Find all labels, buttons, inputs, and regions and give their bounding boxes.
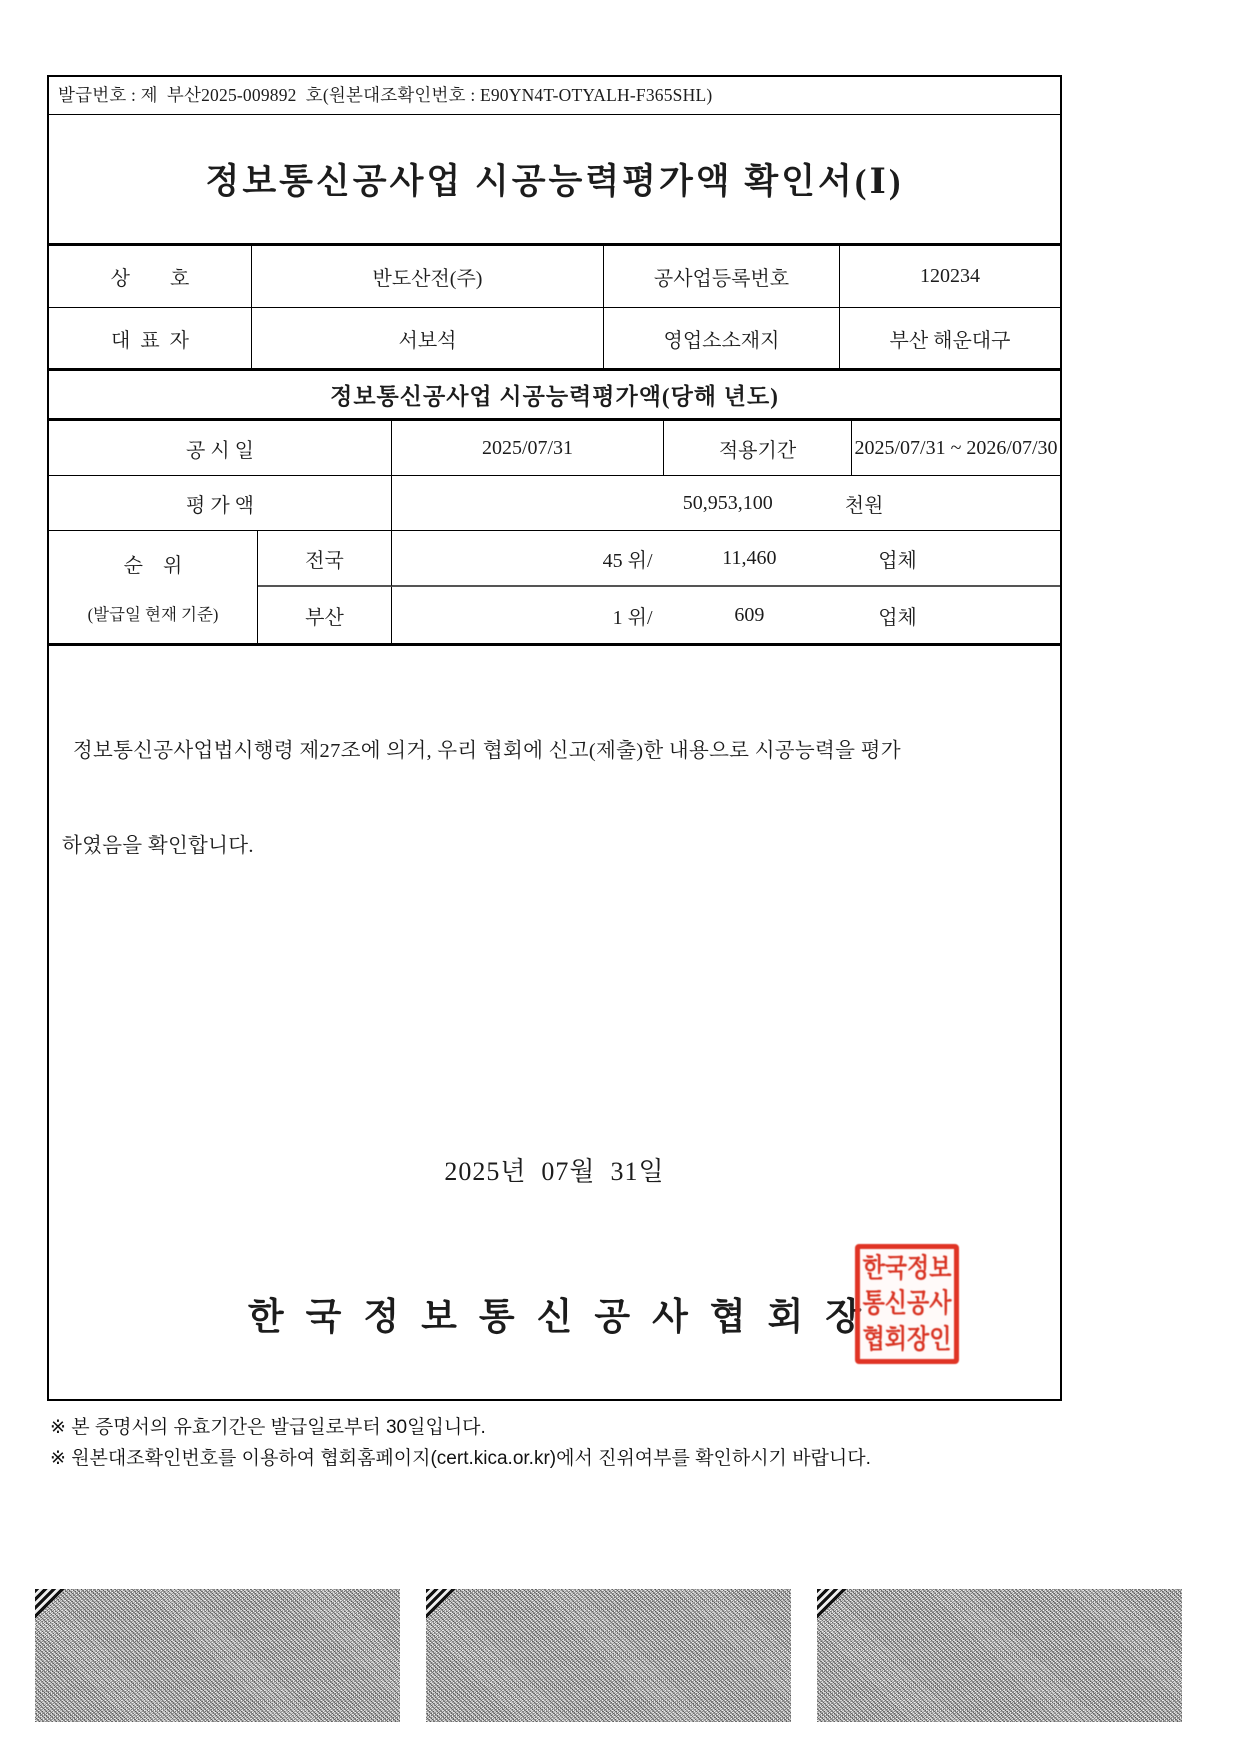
footer-notes <box>50 1412 1090 1475</box>
rank-label-cell <box>49 531 258 643</box>
corner-stripe-mark <box>426 1589 456 1619</box>
company-info-table <box>49 243 1060 371</box>
anti-copy-noise-strips <box>35 1589 1182 1722</box>
amount-value: 50,953,100 <box>682 491 773 514</box>
noise-strip <box>35 1589 400 1722</box>
evaluation-section-title: 정보통신공사업 시공능력평가액(당해 년도) <box>49 371 1060 421</box>
amount-unit: 천원 <box>844 494 884 517</box>
issuer-name: 한국정보통신공사협회장 <box>247 1297 884 1338</box>
rank-position: 45 위/ <box>602 549 653 572</box>
company-name-value: 반도산전(주) <box>252 246 604 307</box>
statement-line-1: 정보통신공사업법시행령 제27조에 의거, 우리 협회에 신고(제출)한 내용으로 시공능력을 평가 <box>62 739 901 762</box>
office-location-label: 영업소소재지 <box>604 308 840 368</box>
issue-date: 2025년 07월 31일 <box>444 1157 665 1186</box>
rank-region-national: 전국 <box>258 531 392 587</box>
rank-label: 순 위 <box>123 554 183 577</box>
seal-text-row: 협회장인 <box>862 1324 952 1354</box>
announce-date-label: 공 시 일 <box>49 421 392 475</box>
seal-text-row: 한국정보 <box>862 1254 952 1284</box>
rank-unit: 업체 <box>878 549 917 572</box>
certificate-body <box>49 646 1060 1412</box>
rank-sublabel: (발급일 현재 기준) <box>87 605 219 625</box>
company-name-label: 상 호 <box>49 246 252 307</box>
rank-region-busan: 부산 <box>258 587 392 643</box>
evaluation-table <box>49 421 1060 646</box>
note-verification: ※ 원본대조확인번호를 이용하여 협회홈페이지(cert.kica.or.kr)에서 진위여부를 확인하시기 바랍니다. <box>50 1448 871 1470</box>
office-location-value: 부산 해운대구 <box>889 329 1011 352</box>
seal-text-row: 통신공사 <box>862 1289 952 1319</box>
representative-value: 서보석 <box>252 308 604 368</box>
table-row <box>49 307 1060 368</box>
rank-table <box>49 531 1060 646</box>
rank-position: 1 위/ <box>612 606 653 629</box>
rank-total: 11,460 <box>722 546 777 569</box>
corner-stripe-mark <box>35 1589 65 1619</box>
representative-label: 대 표 자 <box>49 308 252 368</box>
statement-line-2: 하였음을 확인합니다. <box>62 834 254 857</box>
rank-unit: 업체 <box>878 606 917 629</box>
confirmation-statement <box>49 646 1060 926</box>
registration-number-label: 공사업등록번호 <box>604 246 840 307</box>
official-seal-stamp <box>855 1244 959 1364</box>
noise-strip <box>426 1589 791 1722</box>
rank-values-national <box>392 531 1060 587</box>
corner-stripe-mark <box>817 1589 847 1619</box>
certificate-sheet <box>47 75 1062 1401</box>
announce-date-value: 2025/07/31 <box>392 421 664 475</box>
certificate-title: 정보통신공사업 시공능력평가액 확인서(Ⅰ) <box>205 162 904 201</box>
table-row <box>49 476 1060 531</box>
table-row <box>49 246 1060 307</box>
registration-number-value: 120234 <box>920 265 980 287</box>
noise-strip <box>817 1589 1182 1722</box>
table-row <box>49 421 1060 476</box>
issue-number-line: 발급번호 : 제 부산2025-009892 호(원본대조확인번호 : E90YN4T-OTYALH-F365SHL) <box>49 77 1060 115</box>
amount-label: 평 가 액 <box>49 476 392 530</box>
amount-cell <box>392 476 1060 530</box>
apply-period-value: 2025/07/31 ~ 2026/07/30 <box>854 436 1058 459</box>
apply-period-label: 적용기간 <box>664 421 852 475</box>
rank-values-busan <box>392 587 1060 643</box>
rank-total: 609 <box>734 603 765 626</box>
note-validity: ※ 본 증명서의 유효기간은 발급일로부터 30일입니다. <box>50 1417 486 1438</box>
